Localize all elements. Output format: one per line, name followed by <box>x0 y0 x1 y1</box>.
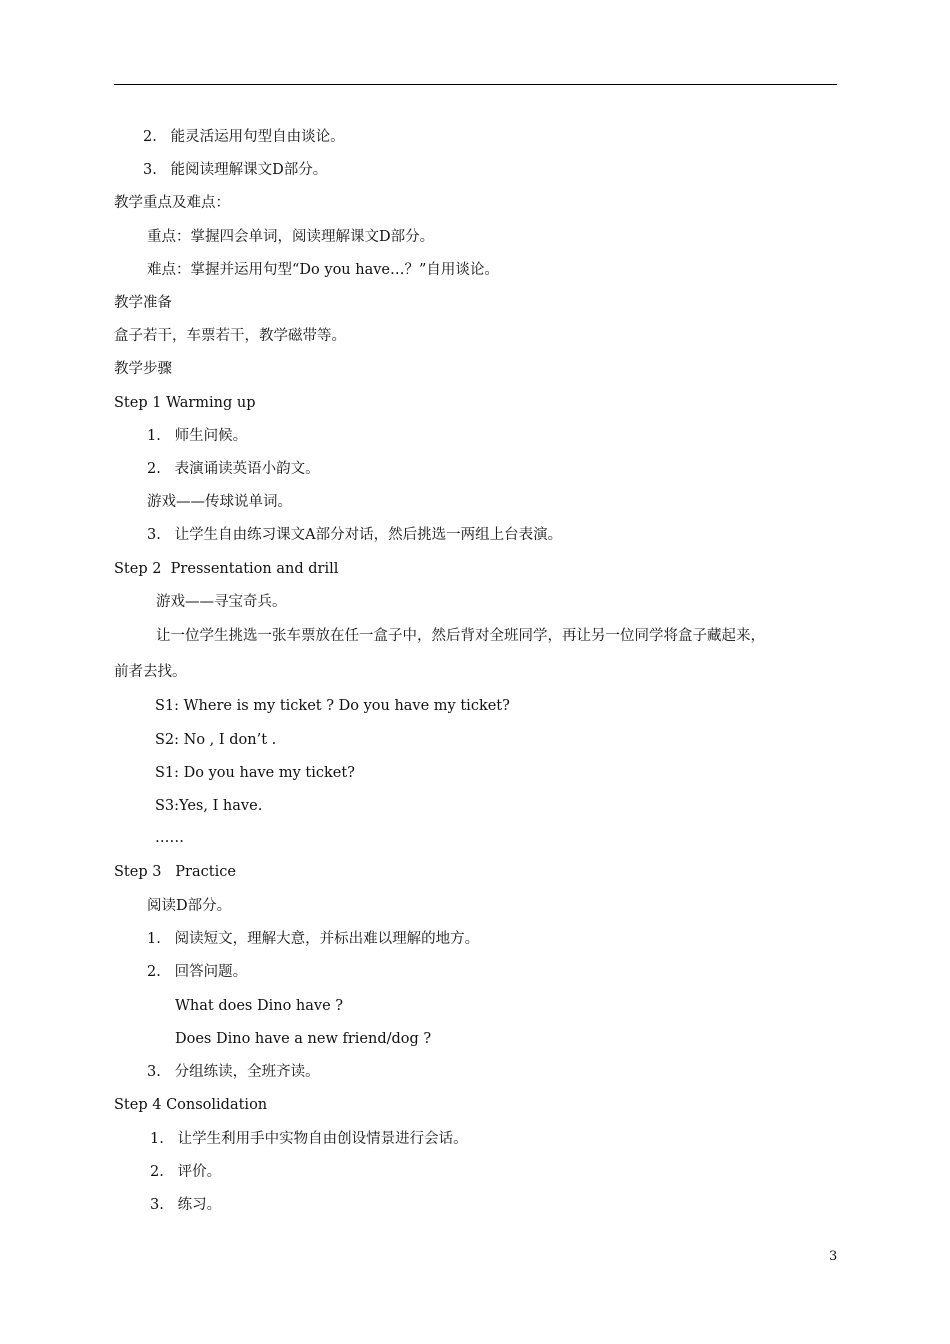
step-3-intro: 阅读D部分。 <box>147 898 232 914</box>
step-3-item-3: 3. 分组练读，全班齐读。 <box>147 1064 320 1080</box>
dialogue-line-1: S1: Where is my ticket ? Do you have my ticket? <box>155 698 510 714</box>
question-2: Does Dino have a new friend/dog ? <box>175 1031 432 1047</box>
step-3-item-1: 1. 阅读短文，理解大意，并标出难以理解的地方。 <box>147 931 480 947</box>
step-4-item-1: 1. 让学生利用手中实物自由创设情景进行会话。 <box>150 1131 468 1147</box>
preparation-text: 盒子若干，车票若干，教学磁带等。 <box>114 328 346 344</box>
key-point-text: 重点：掌握四会单词，阅读理解课文D部分。 <box>147 229 435 245</box>
step-1-game: 游戏——传球说单词。 <box>147 494 292 510</box>
question-1: What does Dino have ? <box>175 998 344 1014</box>
dialogue-line-3: S1: Do you have my ticket? <box>155 765 355 781</box>
section-heading-key-points: 教学重点及难点： <box>114 195 230 211</box>
step-1-item-1: 1. 师生问候。 <box>147 428 248 444</box>
objective-item-3: 3. 能阅读理解课文D部分。 <box>143 162 328 178</box>
step-4-heading: Step 4 Consolidation <box>114 1097 268 1113</box>
step-3-heading: Step 3 Practice <box>114 864 236 880</box>
step-1-item-2: 2. 表演诵读英语小韵文。 <box>147 461 320 477</box>
section-heading-preparation: 教学准备 <box>114 295 172 311</box>
step-4-item-2: 2. 评价。 <box>150 1164 222 1180</box>
step-4-item-3: 3. 练习。 <box>150 1197 222 1213</box>
dialogue-line-2: S2: No , I don’t . <box>155 732 277 748</box>
step-2-description: 让一位学生挑选一张车票放在任一盒子中，然后背对全班同学，再让另一位同学将盒子藏起来， <box>156 628 765 644</box>
dialogue-line-4: S3:Yes, I have. <box>155 798 263 814</box>
difficulty-text: 难点：掌握并运用句型“Do you have…？”自用谈论。 <box>147 262 499 278</box>
step-3-item-2: 2. 回答问题。 <box>147 964 248 980</box>
step-2-heading: Step 2 Pressentation and drill <box>114 561 339 577</box>
dialogue-ellipsis: …… <box>155 830 184 846</box>
step-2-game: 游戏——寻宝奇兵。 <box>156 594 287 610</box>
objective-item-2: 2. 能灵活运用句型自由谈论。 <box>143 129 345 145</box>
page-number: 3 <box>829 1249 838 1264</box>
section-heading-steps: 教学步骤 <box>114 361 172 377</box>
step-1-heading: Step 1 Warming up <box>114 395 256 411</box>
step-2-description-continued: 前者去找。 <box>114 664 187 680</box>
header-rule <box>114 84 837 85</box>
step-1-item-3: 3. 让学生自由练习课文A部分对话，然后挑选一两组上台表演。 <box>147 527 563 543</box>
